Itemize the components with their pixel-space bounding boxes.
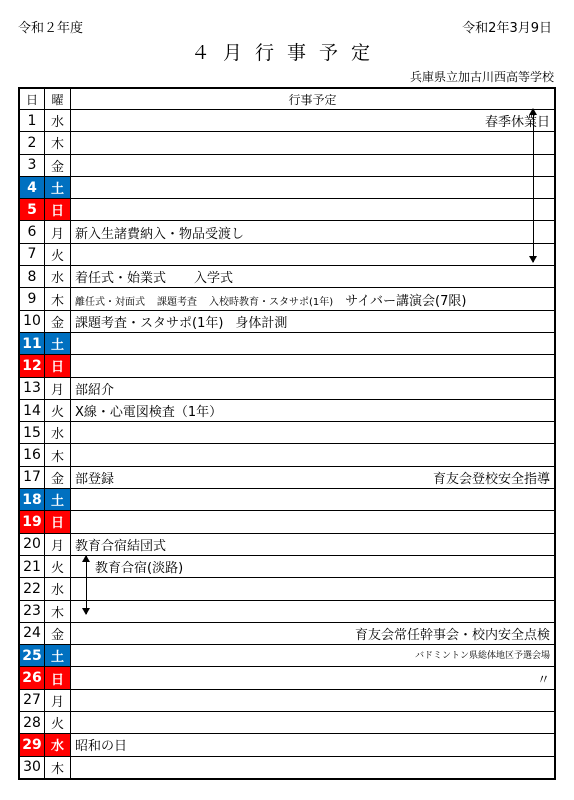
event-cell xyxy=(71,466,556,488)
day-number: 2 xyxy=(19,132,45,154)
day-number: 3 xyxy=(19,154,45,176)
event-text: 昭和の日 xyxy=(75,739,128,755)
event-cell xyxy=(71,176,556,198)
event-cell xyxy=(71,154,556,176)
event-cell xyxy=(71,266,556,288)
day-number: 29 xyxy=(19,734,45,756)
event-cell xyxy=(71,332,556,354)
event-right: 春季休業日 xyxy=(484,115,550,131)
event-text: 課題考査・スタサポ(1年) xyxy=(75,315,224,331)
day-number: 19 xyxy=(19,511,45,533)
event-cell xyxy=(71,555,556,577)
day-number: 25 xyxy=(19,645,45,667)
event-cell xyxy=(71,221,556,243)
event-text-4: サイバー講演会(7限) xyxy=(345,293,467,309)
weekday: 日 xyxy=(45,667,71,689)
table-row xyxy=(19,243,555,265)
day-number: 13 xyxy=(19,377,45,399)
table-row xyxy=(19,422,555,444)
weekday: 火 xyxy=(45,712,71,734)
table-row xyxy=(19,689,555,711)
table-row xyxy=(19,132,555,154)
weekday: 金 xyxy=(45,622,71,644)
issue-date: 令和2年3月9日 xyxy=(462,21,552,36)
event-cell xyxy=(71,712,556,734)
event-right: 育友会登校安全指導 xyxy=(432,471,550,487)
table-row xyxy=(19,221,555,243)
events-column-header: 行事予定 xyxy=(71,88,556,110)
day-number: 9 xyxy=(19,288,45,310)
event-cell xyxy=(71,422,556,444)
table-row xyxy=(19,712,555,734)
event-cell xyxy=(71,310,556,332)
table-row xyxy=(19,489,555,511)
event-text: X線・心電図検査（1年） xyxy=(75,405,223,420)
day-number: 8 xyxy=(19,266,45,288)
weekday: 日 xyxy=(45,199,71,221)
event-cell xyxy=(71,734,556,756)
day-column-header: 日 xyxy=(19,88,45,110)
table-row xyxy=(19,176,555,198)
event-text: 部登録 xyxy=(75,471,115,487)
table-row xyxy=(19,288,555,310)
table-row xyxy=(19,555,555,577)
weekday: 木 xyxy=(45,444,71,466)
weekday: 土 xyxy=(45,332,71,354)
weekday: 月 xyxy=(45,533,71,555)
table-row xyxy=(19,645,555,667)
table-row xyxy=(19,734,555,756)
weekday: 水 xyxy=(45,422,71,444)
weekday: 水 xyxy=(45,578,71,600)
event-text-2: 身体計測 xyxy=(235,315,288,331)
table-row xyxy=(19,377,555,399)
event-text: 着任式・始業式 xyxy=(75,271,167,287)
page-title: ４月行事予定 xyxy=(190,42,383,64)
fiscal-year: 令和２年度 xyxy=(18,21,84,36)
event-cell xyxy=(71,132,556,154)
day-number: 21 xyxy=(19,555,45,577)
table-row xyxy=(19,399,555,421)
table-row xyxy=(19,266,555,288)
training-camp-range-arrow xyxy=(86,556,87,614)
event-cell xyxy=(71,199,556,221)
weekday: 水 xyxy=(45,266,71,288)
event-cell xyxy=(71,756,556,779)
event-right: 育友会常任幹事会・校内安全点検 xyxy=(354,627,550,643)
weekday: 土 xyxy=(45,176,71,198)
event-cell xyxy=(71,578,556,600)
weekday: 水 xyxy=(45,734,71,756)
table-row xyxy=(19,622,555,644)
day-number: 28 xyxy=(19,712,45,734)
table-row xyxy=(19,600,555,622)
weekday: 金 xyxy=(45,466,71,488)
event-cell xyxy=(71,533,556,555)
day-number: 30 xyxy=(19,756,45,779)
weekday: 木 xyxy=(45,132,71,154)
day-number: 5 xyxy=(19,199,45,221)
day-number: 23 xyxy=(19,600,45,622)
day-number: 15 xyxy=(19,422,45,444)
event-cell xyxy=(71,444,556,466)
day-number: 27 xyxy=(19,689,45,711)
table-row xyxy=(19,466,555,488)
school-name: 兵庫県立加古川西高等学校 xyxy=(409,70,554,84)
weekday: 火 xyxy=(45,399,71,421)
weekday: 土 xyxy=(45,489,71,511)
day-number: 20 xyxy=(19,533,45,555)
event-cell xyxy=(71,489,556,511)
event-cell xyxy=(71,645,556,667)
table-row xyxy=(19,578,555,600)
weekday: 水 xyxy=(45,110,71,132)
table-row xyxy=(19,310,555,332)
event-text-2: 入学式 xyxy=(194,271,234,287)
event-cell xyxy=(71,689,556,711)
event-text: 教育合宿(淡路) xyxy=(95,561,184,577)
weekday: 月 xyxy=(45,221,71,243)
event-cell xyxy=(71,110,556,132)
event-text: 教育合宿結団式 xyxy=(75,538,167,554)
event-cell xyxy=(71,355,556,377)
weekday: 木 xyxy=(45,756,71,779)
table-row xyxy=(19,154,555,176)
weekday: 金 xyxy=(45,310,71,332)
table-row xyxy=(19,533,555,555)
event-cell xyxy=(71,243,556,265)
table-row xyxy=(19,355,555,377)
weekday: 土 xyxy=(45,645,71,667)
event-text: 新入生諸費納入・物品受渡し xyxy=(75,226,245,242)
event-cell xyxy=(71,288,556,310)
weekday: 火 xyxy=(45,243,71,265)
day-number: 22 xyxy=(19,578,45,600)
day-number: 12 xyxy=(19,355,45,377)
weekday: 木 xyxy=(45,288,71,310)
day-number: 6 xyxy=(19,221,45,243)
table-row xyxy=(19,756,555,779)
weekday: 月 xyxy=(45,689,71,711)
spring-break-range-arrow xyxy=(533,109,534,262)
weekday-column-header: 曜 xyxy=(45,88,71,110)
event-text-2: 課題考査 xyxy=(157,296,197,308)
table-row xyxy=(19,667,555,689)
day-number: 24 xyxy=(19,622,45,644)
day-number: 17 xyxy=(19,466,45,488)
table-header xyxy=(19,88,555,110)
table-row xyxy=(19,444,555,466)
weekday: 月 xyxy=(45,377,71,399)
event-cell xyxy=(71,399,556,421)
event-text: 離任式・対面式 xyxy=(75,296,145,308)
event-right: バドミントン県総体地区予選会場 xyxy=(415,651,550,662)
event-right: 〃 xyxy=(536,672,550,688)
day-number: 26 xyxy=(19,667,45,689)
event-cell xyxy=(71,667,556,689)
event-text-3: 入校時教育・スタサポ(1年) xyxy=(209,296,334,308)
day-number: 16 xyxy=(19,444,45,466)
day-number: 14 xyxy=(19,399,45,421)
weekday: 日 xyxy=(45,355,71,377)
event-cell xyxy=(71,377,556,399)
table-row xyxy=(19,110,555,132)
weekday: 木 xyxy=(45,600,71,622)
day-number: 7 xyxy=(19,243,45,265)
event-cell xyxy=(71,622,556,644)
table-row xyxy=(19,332,555,354)
weekday: 金 xyxy=(45,154,71,176)
day-number: 18 xyxy=(19,489,45,511)
table-row xyxy=(19,199,555,221)
event-text: 部紹介 xyxy=(75,382,115,398)
schedule-table xyxy=(18,87,556,780)
weekday: 日 xyxy=(45,511,71,533)
event-cell xyxy=(71,511,556,533)
event-cell xyxy=(71,600,556,622)
day-number: 1 xyxy=(19,110,45,132)
table-row xyxy=(19,511,555,533)
day-number: 4 xyxy=(19,176,45,198)
day-number: 11 xyxy=(19,332,45,354)
weekday: 火 xyxy=(45,555,71,577)
day-number: 10 xyxy=(19,310,45,332)
